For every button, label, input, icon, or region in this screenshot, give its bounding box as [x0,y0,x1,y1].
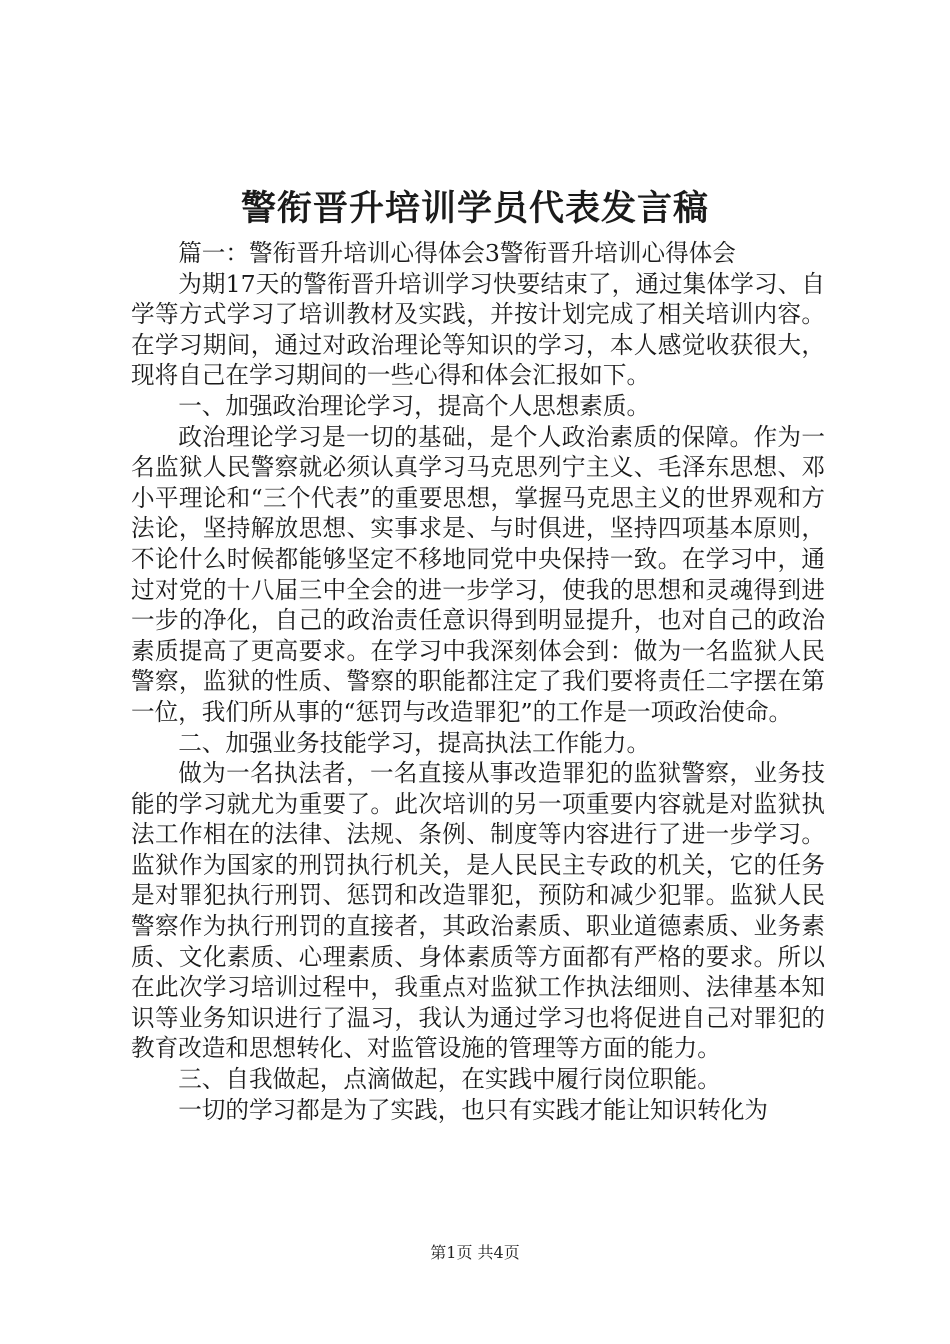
section-heading-1: 一、加强政治理论学习，提高个人思想素质。 [178,391,651,420]
document-body [131,238,825,1125]
page-footer: 第1页 共4页 [430,1243,520,1262]
document-title: 警衔晋升培训学员代表发言稿 [240,188,709,229]
paragraph-heading-1: 篇一：警衔晋升培训心得体会3警衔晋升培训心得体会 [178,239,736,267]
paragraph-intro: 为期17天的警衔晋升培训学习快要结束了，通过集体学习、自学等方式学习了培训教材及实践，并按计划完成了相关培训内容。在学习期间，通过对政治理论等知识的学习，本人感觉收获很大，现将自己在学习期间的一些心得和体会汇报如下。 [131,269,825,390]
paragraph-section-3: 一切的学习都是为了实践，也只有实践才能让知识转化为 [178,1095,769,1124]
paragraph-section-2: 做为一名执法者，一名直接从事改造罪犯的监狱警察，业务技能的学习就尤为重要了。此次培训的另一项重要内容就是对监狱执法工作相在的法律、法规、条例、制度等内容进行了进一步学习。监狱作为国家的刑罚执行机关，是人民民主专政的机关，它的任务是对罪犯执行刑罚、惩罚和改造罪犯，预防和减少犯罪。监狱人民警察作为执行刑罚的直接者，其政治素质、职业道德素质、业务素质、文化素质、心理素质、身体素质等方面都有严格的要求。所以在此次学习培训过程中，我重点对监狱工作执法细则、法律基本知识等业务知识进行了温习，我认为通过学习也将促进自己对罪犯的教育改造和思想转化、对监管设施的管理等方面的能力。 [131,759,825,1063]
paragraph-section-1: 政治理论学习是一切的基础，是个人政治素质的保障。作为一名监狱人民警察就必须认真学习马克思列宁主义、毛泽东思想、邓小平理论和“三个代表”的重要思想，掌握马克思主义的世界观和方法论，坚持解放思想、实事求是、与时俱进，坚持四项基本原则，不论什么时候都能够坚定不移地同党中央保持一致。在学习中，通过对党的十八届三中全会的进一步学习，使我的思想和灵魂得到进一步的净化，自己的政治责任意识得到明显提升，也对自己的政治素质提高了更高要求。在学习中我深刻体会到：做为一名监狱人民警察，监狱的性质、警察的职能都注定了我们要将责任二字摆在第一位，我们所从事的“惩罚与改造罪犯”的工作是一项政治使命。 [131,422,825,726]
section-heading-2: 二、加强业务技能学习，提高执法工作能力。 [178,728,651,757]
section-heading-3: 三、自我做起，点滴做起，在实践中履行岗位职能。 [178,1065,721,1094]
